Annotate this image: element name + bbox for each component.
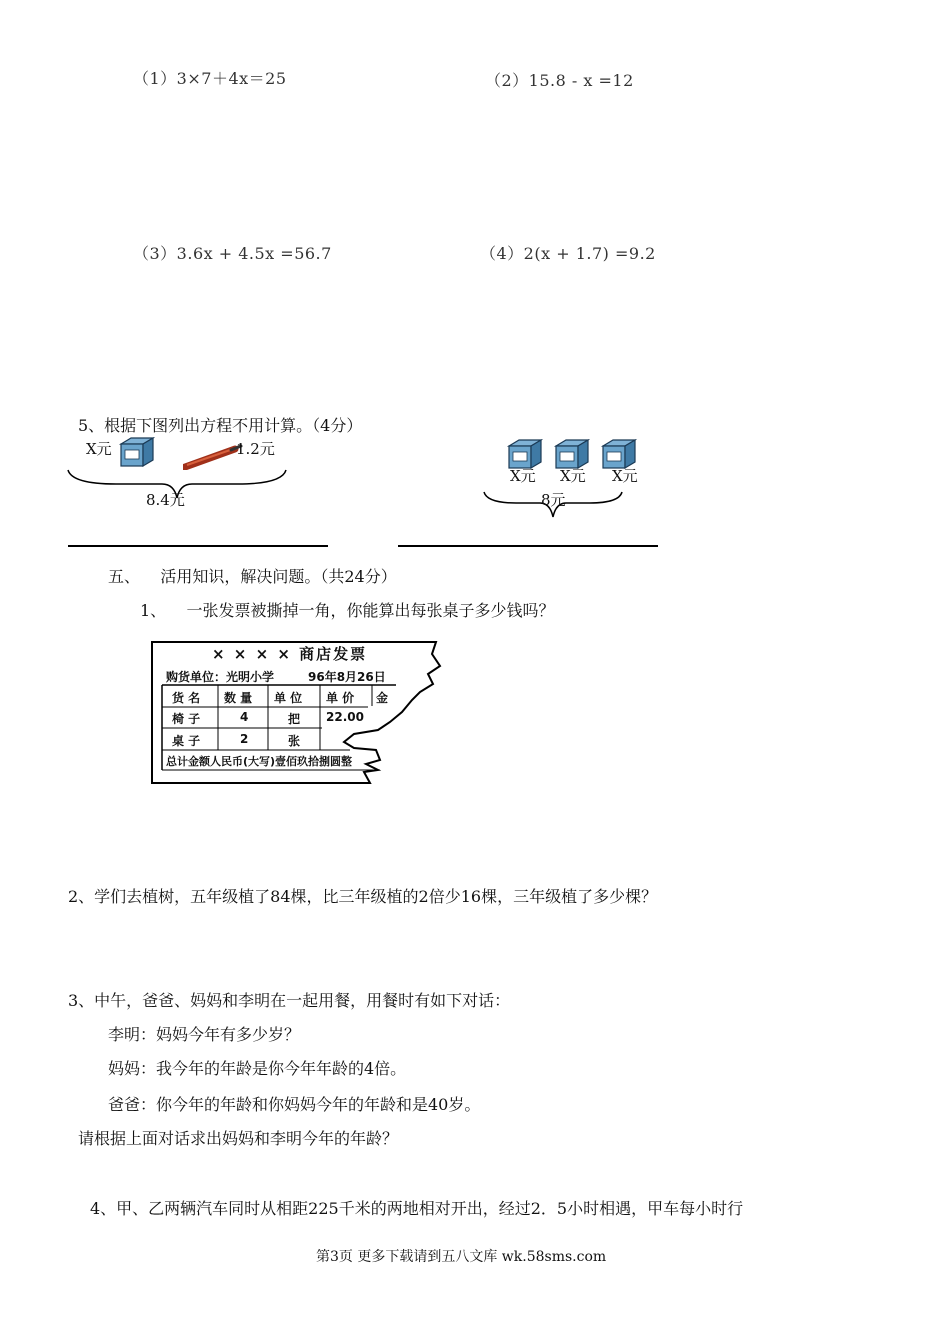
section-5-heading: 五、 活用知识，解决问题。（共24分） (108, 567, 397, 586)
invoice-header-price: 单 价 (326, 691, 355, 705)
right-total-label: 8元 (541, 491, 566, 509)
dialog-line: 爸爸：你今年的年龄和你妈妈今年的年龄和是40岁。 (108, 1095, 481, 1114)
torn-invoice (150, 640, 450, 785)
left-total-label: 8.4元 (146, 491, 185, 509)
invoice-header-amount: 金 (376, 691, 389, 705)
invoice-row1-price: 22.00 (326, 710, 364, 724)
right-box-label-2: X元 (560, 467, 586, 485)
answer-line-right (398, 545, 658, 547)
right-box-label-1: X元 (510, 467, 536, 485)
section-5-q3-ask: 请根据上面对话求出妈妈和李明今年的年龄？ (78, 1129, 399, 1148)
equation-4: （4）2(x + 1.7) =9.2 (480, 244, 656, 263)
pen-icon (183, 444, 243, 470)
equation-1: （1）3×7＋4x＝25 (133, 69, 287, 88)
equation-2: （2）15.8 - x =12 (485, 71, 634, 90)
page-footer: 第3页 更多下载请到五八文库 wk.58sms.com (316, 1249, 607, 1265)
invoice-row2-qty: 2 (240, 732, 249, 746)
pen-price-label: 1.2元 (236, 440, 275, 458)
equation-3: （3）3.6x + 4.5x =56.7 (133, 244, 332, 263)
section-5-q3-intro: 3、中午，爸爸、妈妈和李明在一起用餐，用餐时有如下对话： (68, 991, 511, 1010)
invoice-row1-qty: 4 (240, 710, 249, 724)
invoice-buyer: 购货单位：光明小学 (166, 670, 275, 684)
section-5-q1: 1、 一张发票被撕掉一角，你能算出每张桌子多少钱吗？ (140, 601, 555, 620)
right-box-label-3: X元 (612, 467, 638, 485)
q5-title: 5、根据下图列出方程不用计算。（4分） (78, 416, 363, 435)
invoice-header-name: 货 名 (172, 691, 201, 705)
invoice-date: 96年8月26日 (308, 670, 386, 684)
invoice-row1-unit: 把 (288, 712, 301, 726)
invoice-row2-name: 桌 子 (172, 734, 201, 748)
left-box-label: X元 (86, 440, 112, 458)
milk-box-icon (117, 436, 155, 468)
dialog-line: 妈妈：我今年的年龄是你今年年龄的4倍。 (108, 1059, 407, 1078)
section-5-q2: 2、学们去植树，五年级植了84棵，比三年级植的2倍少16棵，三年级植了多少棵？ (68, 887, 658, 906)
dialog-line: 李明：妈妈今年有多少岁？ (108, 1025, 301, 1044)
invoice-title: × × × × 商店发票 (212, 645, 368, 663)
answer-line-left (68, 545, 328, 547)
invoice-row1-name: 椅 子 (172, 712, 201, 726)
invoice-row2-unit: 张 (288, 734, 301, 748)
invoice-total: 总计金额人民币(大写)壹佰玖拾捌圆整 (166, 755, 353, 768)
invoice-header-qty: 数 量 (224, 691, 253, 705)
invoice-header-unit: 单 位 (274, 691, 303, 705)
section-5-q4: 4、甲、乙两辆汽车同时从相距225千米的两地相对开出，经过2．5小时相遇，甲车每小时行 (90, 1199, 744, 1218)
